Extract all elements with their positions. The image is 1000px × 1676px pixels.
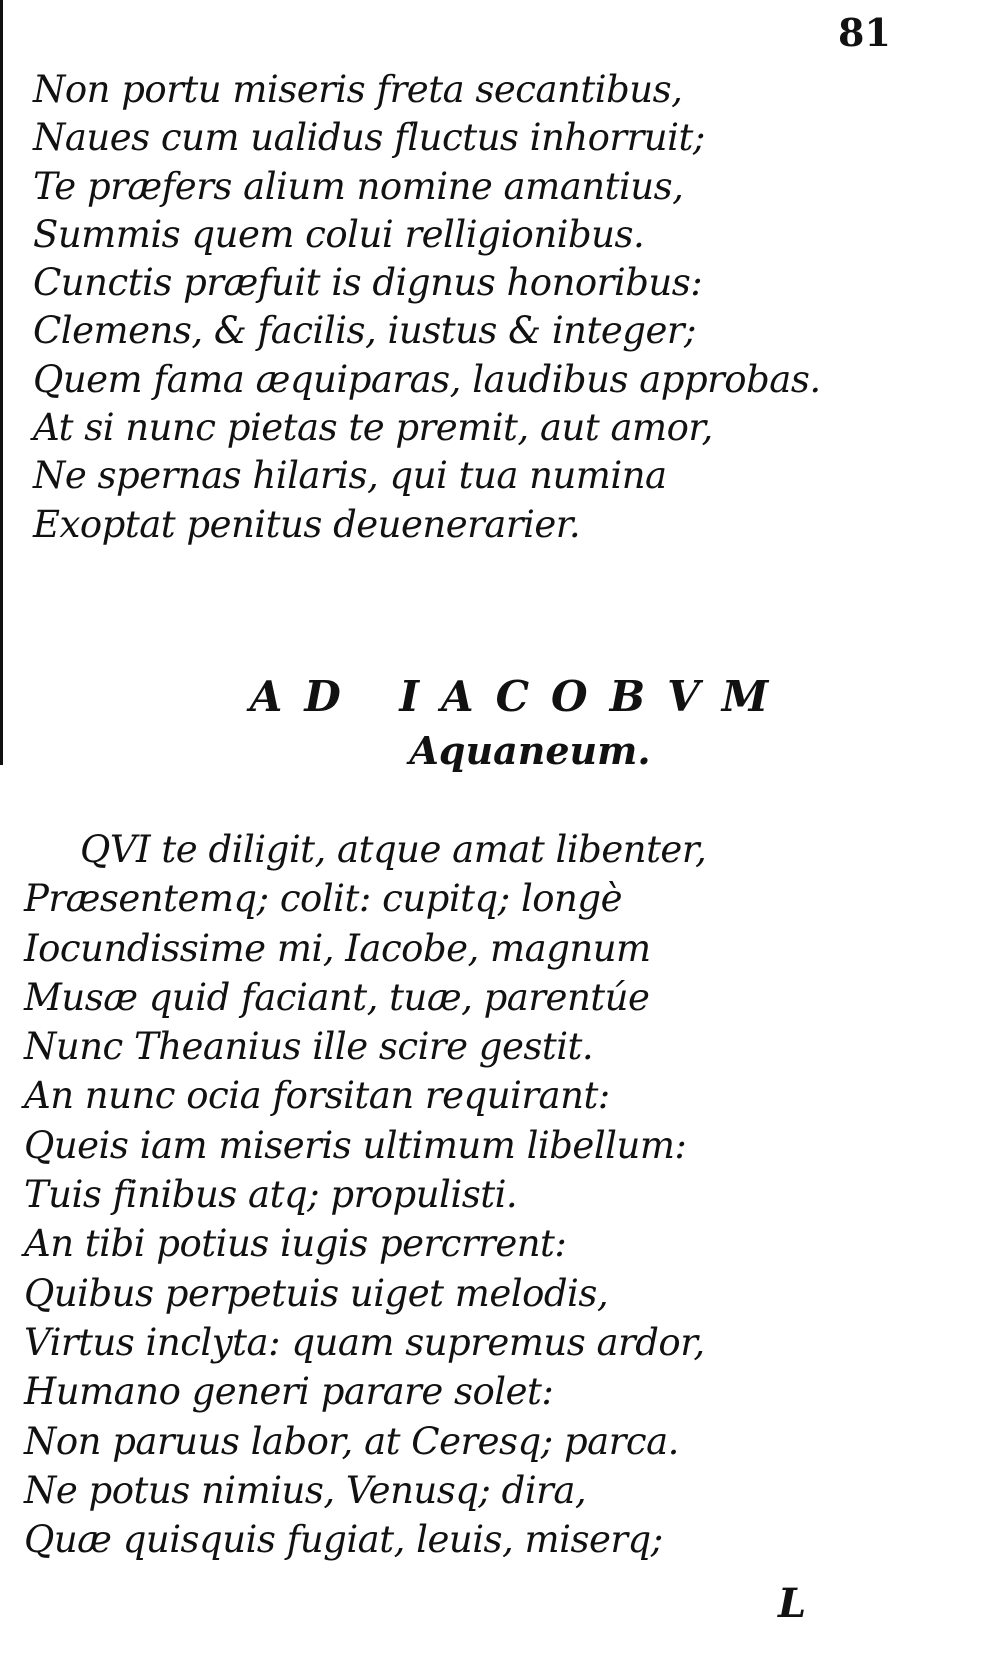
verse-line: Exoptat penitus deuenerarier. xyxy=(33,502,581,546)
verse-line: Te præfers alium nomine amantius, xyxy=(33,164,684,208)
verse-line: Præsentemq; colit: cupitq; longè xyxy=(24,877,622,921)
verse-line: An nunc ocia forsitan requirant: xyxy=(24,1074,610,1118)
verse-line: Iocundissime mi, Iacobe, magnum xyxy=(24,926,651,970)
signature-mark: L xyxy=(778,1580,807,1627)
verse-line: Queis iam miseris ultimum libellum: xyxy=(24,1123,687,1167)
verse-line: Non paruus labor, at Ceresq; parca. xyxy=(24,1419,679,1463)
verse-line: Cunctis præfuit is dignus honoribus: xyxy=(33,261,703,305)
verse-line: Virtus inclyta: quam supremus ardor, xyxy=(24,1320,705,1364)
verse-line: Tuis finibus atq; propulisti. xyxy=(24,1173,518,1217)
poem-title: AD IACOBVM xyxy=(249,672,791,721)
verse-line: Quem fama æquiparas, laudibus approbas. xyxy=(33,357,821,401)
verse-line: Summis quem colui relligionibus. xyxy=(33,212,645,256)
verse-line: Clemens, & facilis, iustus & integer; xyxy=(33,309,697,353)
page-edge-rule xyxy=(0,0,3,765)
verse-line: QVI te diligit, atque amat libenter, xyxy=(80,828,707,871)
verse-line: Musæ quid faciant, tuæ, parentúe xyxy=(24,975,650,1019)
verse-line: Non portu miseris freta secantibus, xyxy=(33,68,683,111)
verse-line: An tibi potius iugis percrrent: xyxy=(24,1222,567,1266)
verse-line: At si nunc pietas te premit, aut amor, xyxy=(33,406,713,450)
verse-line: Quæ quisquis fugiat, leuis, miserq; xyxy=(24,1518,663,1562)
verse-line: Naues cum ualidus fluctus inhorruit; xyxy=(33,116,705,160)
poem-one xyxy=(33,66,933,549)
verse-line: Ne spernas hilaris, qui tua numina xyxy=(33,454,667,498)
verse-line: Ne potus nimius, Venusq; dira, xyxy=(24,1468,587,1512)
page-number: 81 xyxy=(838,10,891,55)
poem-subtitle: Aquaneum. xyxy=(409,728,651,773)
verse-line: Quibus perpetuis uiget melodis, xyxy=(24,1271,609,1315)
verse-line: Nunc Theanius ille scire gestit. xyxy=(24,1025,594,1069)
verse-line: Humano generi parare solet: xyxy=(24,1370,554,1414)
poem-two xyxy=(24,825,924,1564)
